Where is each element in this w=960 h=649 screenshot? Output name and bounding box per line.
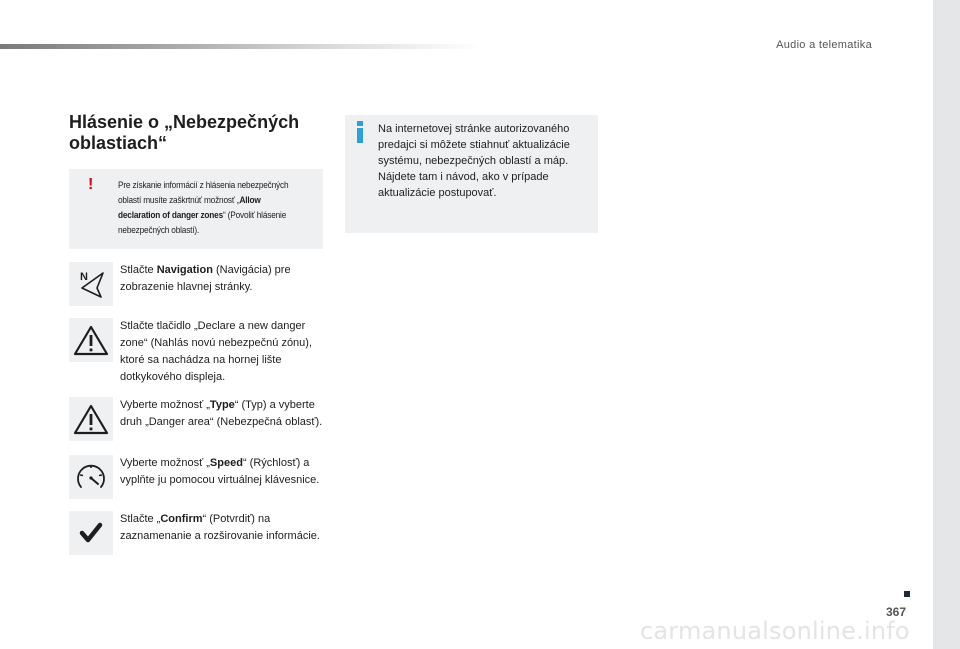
step-text: Stlačte Navigation (Navigácia) pre zobrazenie hlavnej stránky. [120, 264, 291, 293]
warning-triangle-icon [73, 324, 109, 356]
exclamation-icon: ! [88, 176, 94, 193]
checkmark-icon [76, 518, 106, 548]
page-number: 367 [886, 605, 907, 619]
speedometer-icon [74, 460, 108, 494]
step-text: Stlačte „Confirm“ (Potvrdiť) na zaznamenanie a rozširovanie informácie. [120, 513, 320, 542]
svg-text:N: N [80, 271, 88, 283]
step-text: Vyberte možnosť „Speed“ (Rýchlosť) a vyplňte ju pomocou virtuálnej klávesnice. [120, 457, 320, 486]
header-gradient-bar [0, 44, 480, 49]
info-box [345, 115, 598, 233]
section-label: Audio a telematika [776, 39, 872, 51]
info-text: Na internetovej stránke autorizovaného predajci si môžete stiahnuť aktualizácie systému, nebezpečných oblastí a máp. Nájdete tam i návod, ako v prípade aktualizácie postupovať. [378, 123, 570, 199]
navigation-icon [74, 267, 108, 301]
step-text: Vyberte možnosť „Type“ (Typ) a vyberte druh „Danger area“ (Nebezpečná oblasť). [120, 399, 323, 428]
warning-box [69, 169, 323, 249]
step-text: Stlačte tlačidlo „Declare a new danger zone“ (Nahlás novú nebezpečnú zónu), ktoré sa nachádza na hornej lište dotkykového displeja. [120, 320, 313, 383]
info-icon [357, 121, 363, 143]
watermark: carmanualsonline.info [640, 617, 910, 645]
page-title: Hlásenie o „Nebezpečných oblastiach“ [69, 112, 300, 153]
warning-text: Pre získanie informácií z hlásenia nebezpečných oblastí musíte zaškrtnúť možnosť „Allow declaration of danger zones“ (Povoliť hlásenie nebezpečných oblastí). [118, 180, 289, 235]
page-marker [904, 591, 910, 597]
side-margin-strip [933, 0, 960, 649]
warning-triangle-icon [73, 403, 109, 435]
